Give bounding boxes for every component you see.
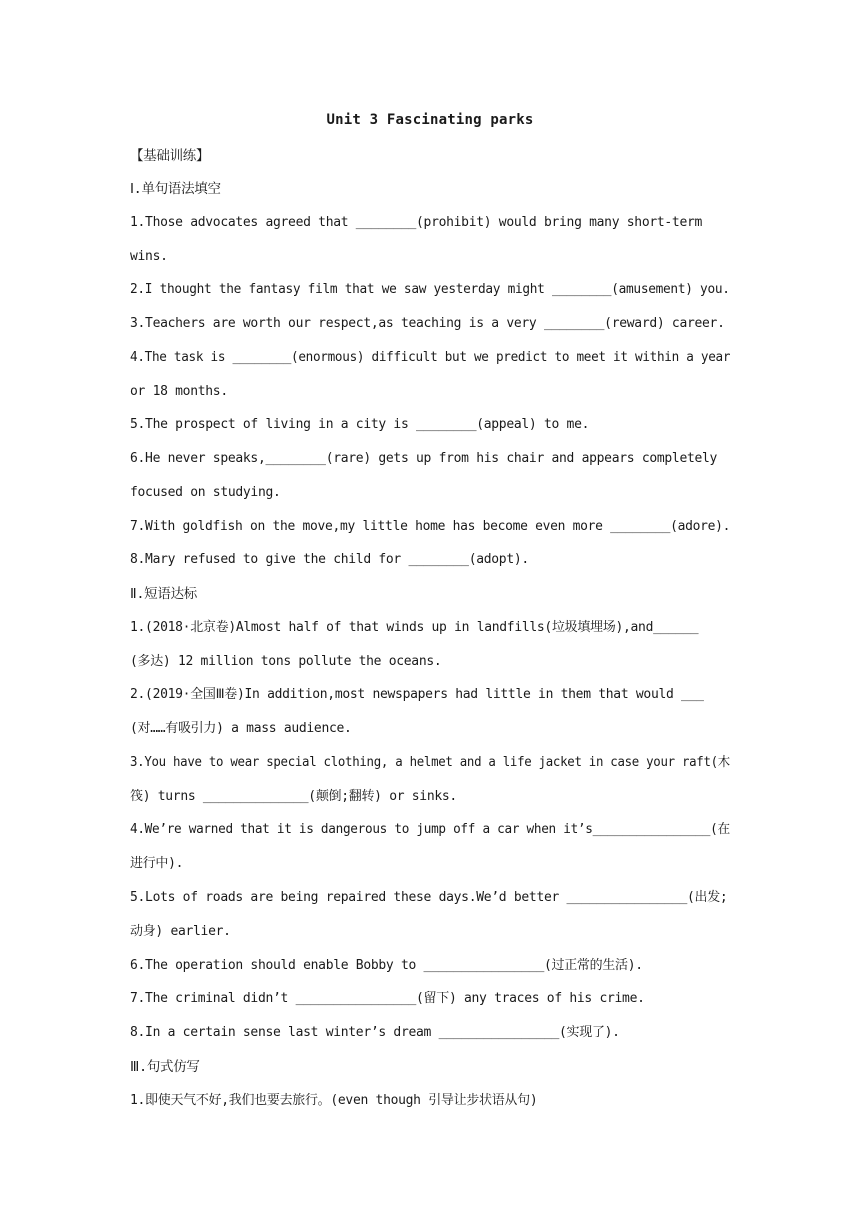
part2-line: 2.(2019·全国Ⅲ卷)In addition,most newspapers had little in them that would ___ (130, 687, 704, 702)
part3-line: 1.即使天气不好,我们也要去旅行。(even though 引导让步状语从句) (130, 1093, 538, 1108)
part2-line: 3.You have to wear special clothing, a helmet and a life jacket in case your raft(木 (130, 755, 730, 770)
part1-line: 5.The prospect of living in a city is ________(appeal) to me. (130, 417, 590, 432)
part2-line: 8.In a certain sense last winter’s dream ________________(实现了). (130, 1025, 620, 1040)
part1-line: 1.Those advocates agreed that ________(prohibit) would bring many short-term (130, 215, 703, 230)
part1-line: focused on studying. (130, 485, 281, 500)
part2-heading: Ⅱ.短语达标 (130, 586, 197, 602)
part2-line: 动身) earlier. (130, 924, 231, 939)
part2-line: 1.(2018·北京卷)Almost half of that winds up in landfills(垃圾填埋场),and______ (130, 620, 699, 635)
part2-line: (对……有吸引力) a mass audience. (130, 721, 352, 736)
section-basic-training: 【基础训练】 (130, 148, 210, 164)
part2-line: 7.The criminal didn’t ________________(留下) any traces of his crime. (130, 991, 645, 1006)
page-title: Unit 3 Fascinating parks (326, 112, 534, 128)
part1-line: or 18 months. (130, 384, 228, 399)
part1-line: 3.Teachers are worth our respect,as teaching is a very ________(reward) career. (130, 316, 725, 331)
part1-line: 2.I thought the fantasy film that we saw yesterday might ________(amusement) you. (130, 282, 730, 297)
part1-line: 7.With goldfish on the move,my little home has become even more ________(adore). (130, 519, 731, 534)
part2-line: 筏) turns ______________(颠倒;翻转) or sinks. (130, 789, 457, 804)
part1-line: 8.Mary refused to give the child for ________(adopt). (130, 552, 529, 567)
part2-line: (多达) 12 million tons pollute the oceans. (130, 654, 442, 669)
part2-line: 4.We’re warned that it is dangerous to jump off a car when it’s________________(在 (130, 822, 730, 837)
part1-line: 4.The task is ________(enormous) difficult but we predict to meet it within a year (130, 350, 731, 365)
part2-line: 进行中). (130, 856, 184, 871)
part1-heading: Ⅰ.单句语法填空 (130, 181, 221, 197)
part3-heading: Ⅲ.句式仿写 (130, 1059, 200, 1075)
part2-line: 5.Lots of roads are being repaired these days.We’d better ________________(出发; (130, 890, 728, 905)
part2-line: 6.The operation should enable Bobby to ________________(过正常的生活). (130, 958, 643, 973)
part1-line: 6.He never speaks,________(rare) gets up from his chair and appears completely (130, 451, 718, 466)
part1-line: wins. (130, 249, 168, 264)
